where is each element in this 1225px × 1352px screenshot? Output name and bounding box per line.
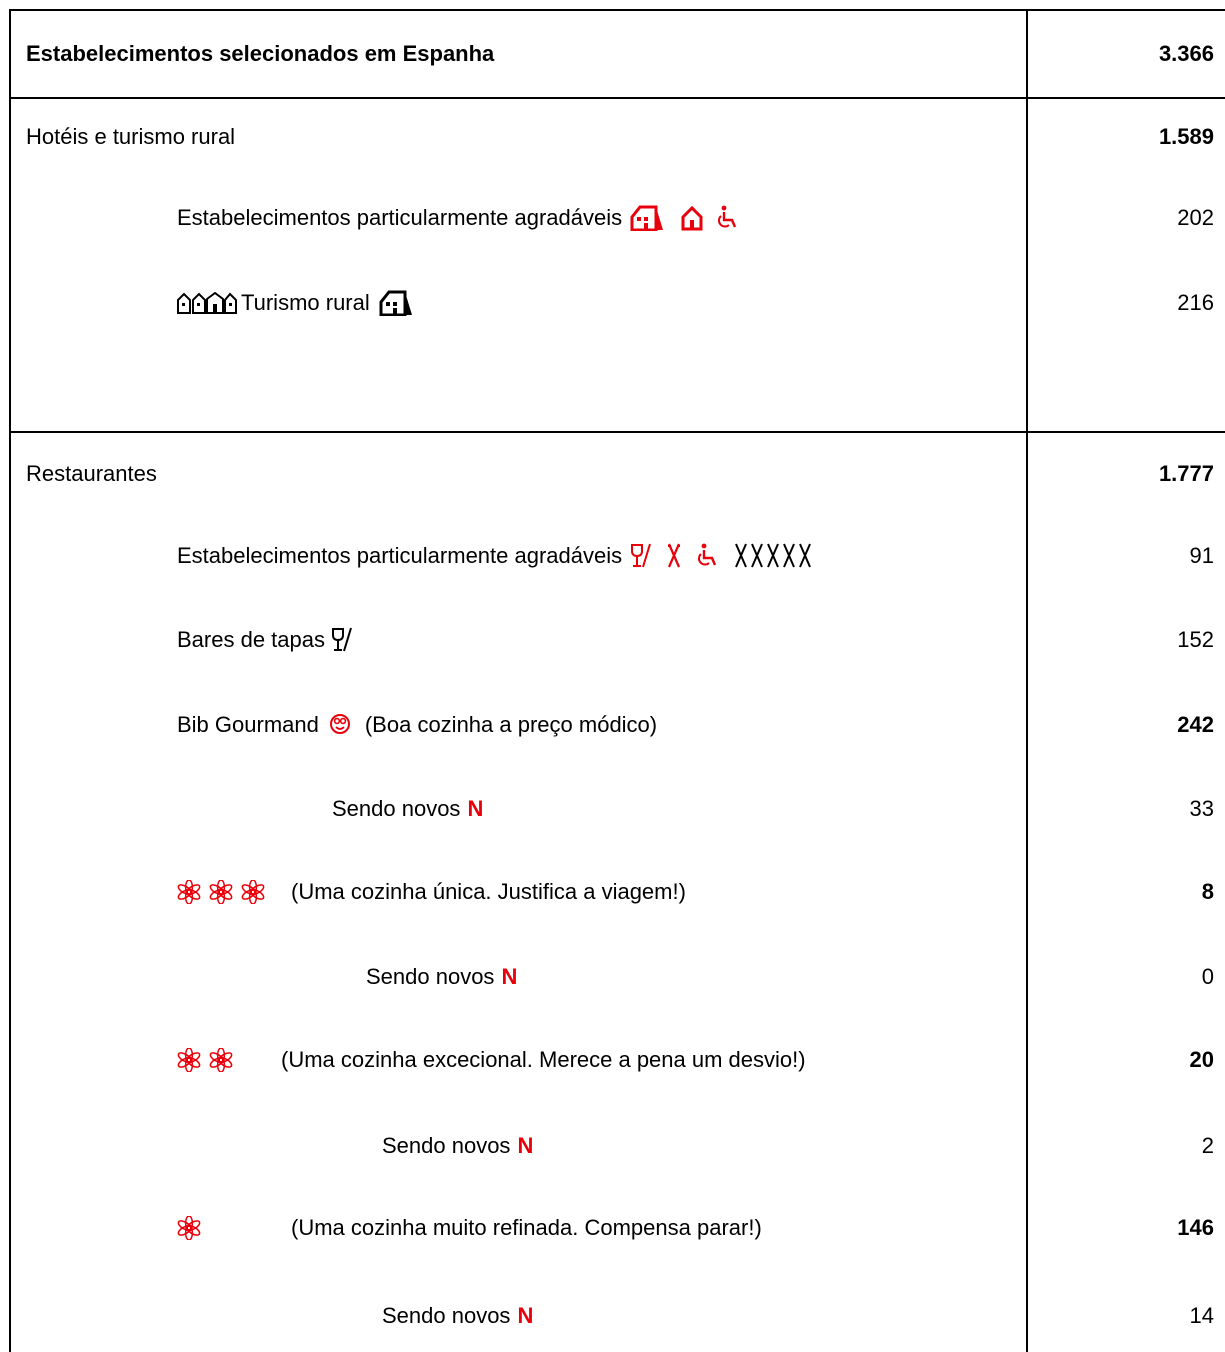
two-stars-new-label: Sendo novos: [382, 1133, 511, 1158]
three-stars-new-label: Sendo novos: [366, 964, 495, 989]
michelin-star-icon: [177, 880, 271, 904]
three-stars-label: (Uma cozinha única. Justifica a viagem!): [291, 879, 686, 904]
hotels-pleasant-label: Estabelecimentos particularmente agradáveis: [177, 205, 623, 230]
new-marker: N: [517, 1303, 534, 1328]
wine-glass-fork-icon: [331, 627, 353, 653]
restaurants-section-label: Restaurantes: [26, 461, 157, 486]
two-stars-new-row: [382, 1132, 533, 1160]
bib-gourmand-icon: [329, 713, 351, 737]
new-marker: N: [501, 964, 518, 989]
one-star-label: (Uma cozinha muito refinada. Compensa parar!): [291, 1215, 762, 1240]
five-cutlery-icon: [734, 543, 814, 569]
red-house-icon: [680, 205, 704, 231]
house-icon: [379, 290, 413, 316]
table-title: Estabelecimentos selecionados em Espanha: [26, 41, 495, 66]
hotels-section-label: Hotéis e turismo rural: [26, 124, 236, 149]
new-marker: N: [517, 1133, 534, 1158]
cutlery-icon: [666, 543, 682, 569]
table-top-border: [9, 9, 1225, 11]
two-stars-row: [177, 1046, 806, 1074]
three-stars-new-row: [366, 963, 517, 991]
house-row-icon: [177, 292, 237, 314]
hotels-rural-value: 216: [1177, 290, 1214, 315]
bib-new-row: [332, 795, 483, 823]
one-star-value: 146: [1177, 1215, 1214, 1240]
column-divider: [1026, 9, 1028, 1352]
two-stars-label: (Uma cozinha excecional. Merece a pena um desvio!): [281, 1047, 806, 1072]
two-stars-value: 20: [1189, 1047, 1214, 1072]
tapas-row: [177, 626, 353, 654]
tapas-label: Bares de tapas: [177, 627, 325, 652]
bib-new-value: 33: [1189, 796, 1214, 821]
restaurants-section-total: 1.777: [1158, 461, 1214, 486]
hotels-section-total: 1.589: [1158, 124, 1214, 149]
one-star-new-row: [382, 1302, 533, 1330]
three-stars-value: 8: [1201, 879, 1214, 904]
tapas-value: 152: [1177, 627, 1214, 652]
hotels-rural-label: Turismo rural: [241, 290, 370, 315]
bib-description: (Boa cozinha a preço módico): [364, 712, 658, 737]
michelin-star-icon: [177, 1048, 239, 1072]
hotels-bottom-border: [9, 431, 1225, 433]
bib-row: [177, 711, 657, 739]
restaurants-pleasant-value: 91: [1189, 543, 1214, 568]
bib-new-label: Sendo novos: [332, 796, 461, 821]
three-stars-row: [177, 878, 686, 906]
bib-value: 242: [1177, 712, 1214, 737]
wheelchair-icon: [716, 205, 738, 231]
wine-glass-fork-icon: [630, 543, 652, 569]
restaurants-pleasant-label: Estabelecimentos particularmente agradáveis: [177, 543, 623, 568]
header-bottom-border: [9, 97, 1225, 99]
one-star-new-value: 14: [1189, 1303, 1214, 1328]
restaurants-pleasant-row: [177, 542, 814, 570]
new-marker: N: [467, 796, 484, 821]
table-left-border: [9, 9, 11, 1352]
one-star-new-label: Sendo novos: [382, 1303, 511, 1328]
michelin-star-icon: [177, 1216, 207, 1240]
table-total: 3.366: [1158, 41, 1214, 66]
wheelchair-icon: [696, 543, 718, 569]
three-stars-new-value: 0: [1201, 964, 1214, 989]
two-stars-new-value: 2: [1201, 1133, 1214, 1158]
hotels-pleasant-value: 202: [1177, 205, 1214, 230]
house-icon: [630, 205, 664, 231]
hotels-rural-row: [177, 289, 413, 317]
hotels-pleasant-row: [177, 204, 738, 232]
bib-label: Bib Gourmand: [177, 712, 319, 737]
one-star-row: [177, 1214, 762, 1242]
